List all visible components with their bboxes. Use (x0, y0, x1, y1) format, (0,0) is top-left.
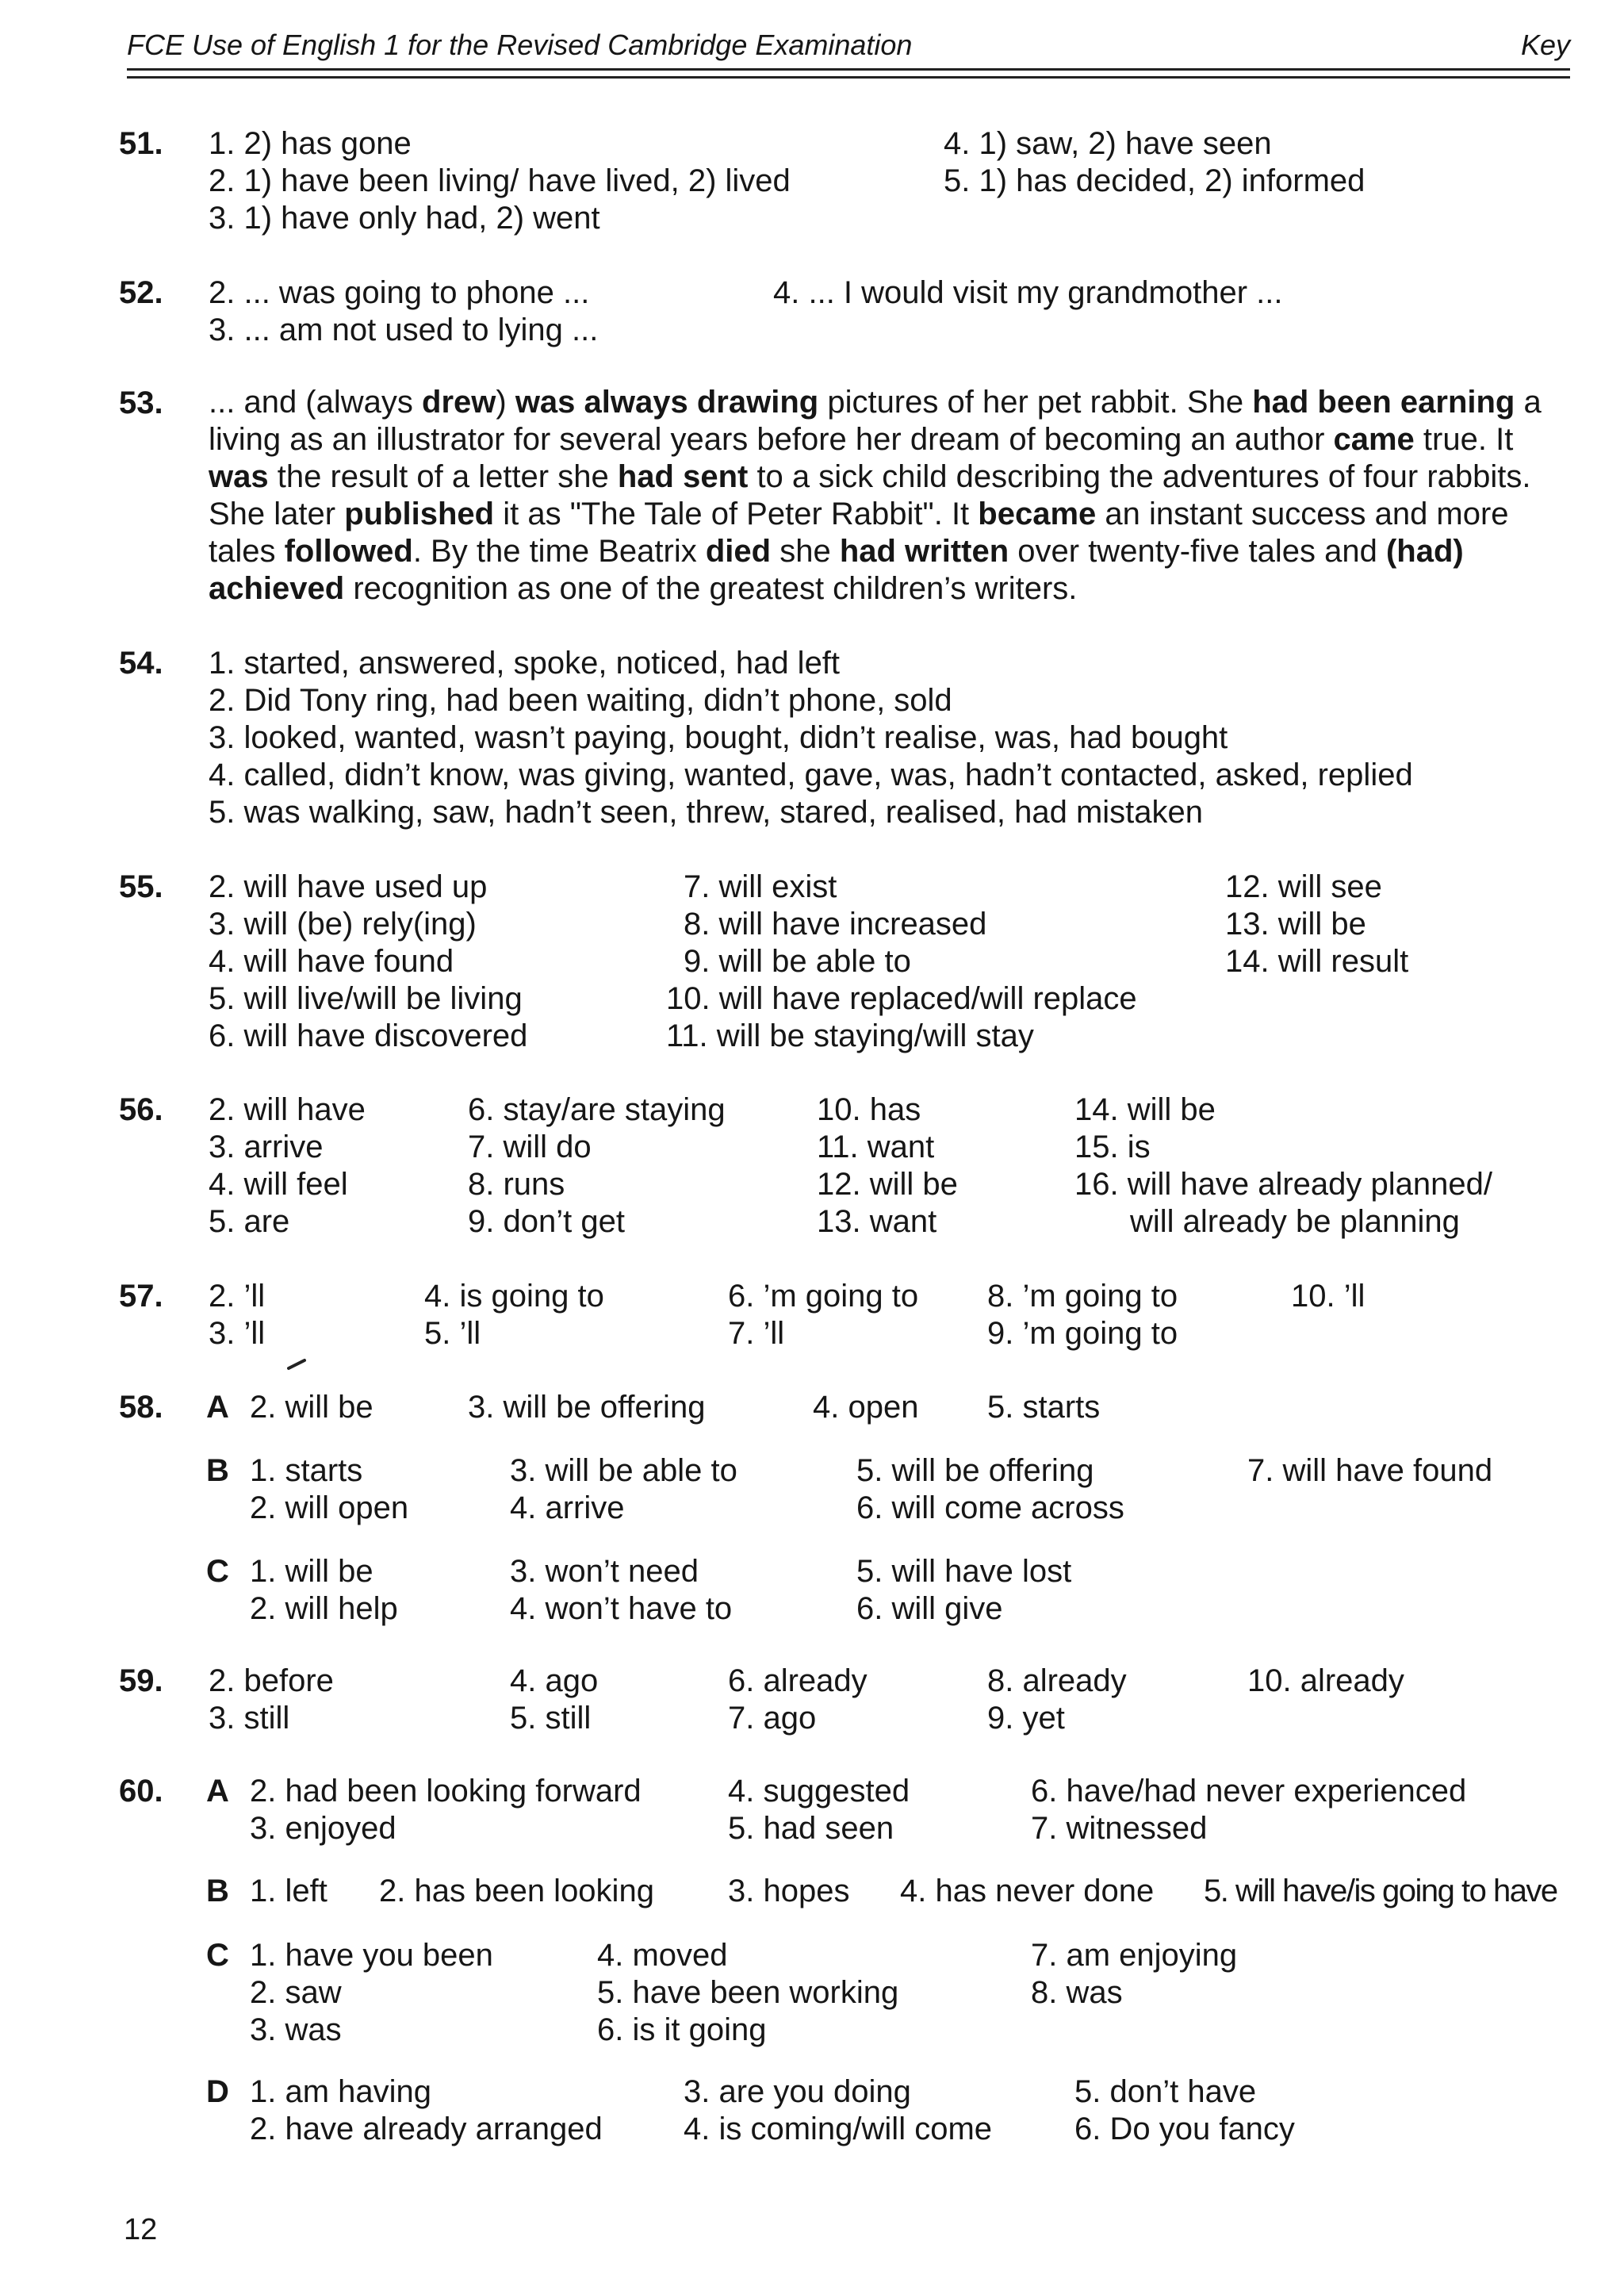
answer-line: 2. will have (209, 1092, 366, 1127)
answer-line: 8. runs (468, 1167, 565, 1202)
answer-line: 10. will have replaced/will replace (666, 981, 1137, 1016)
text-segment: the result of a letter she (268, 459, 618, 494)
answer-line: 5. don’t have (1074, 2074, 1257, 2109)
answer-line: 3. still (209, 1701, 290, 1736)
answer-line: 8. will have increased (684, 907, 987, 942)
stray-mark-icon (287, 1358, 308, 1371)
bold-answer-segment: (had) achieved (209, 534, 1464, 606)
text-segment: ) (496, 385, 515, 420)
answer-line: 6. will come across (856, 1490, 1124, 1525)
answer-line: 1. have you been (250, 1938, 493, 1973)
answer-line: 7. will exist (684, 869, 837, 904)
answer-line: 2. will be (250, 1390, 373, 1425)
bold-answer-segment: followed (284, 534, 413, 569)
answer-line: 6. have/had never experienced (1031, 1774, 1467, 1809)
answer-line: 4. ... I would visit my grandmother ... (773, 275, 1283, 310)
bold-answer-segment: drew (422, 385, 496, 420)
answer-line: 7. will have found (1247, 1453, 1493, 1488)
header-rule (127, 68, 1570, 71)
answer-line: 12. will see (1225, 869, 1382, 904)
text-segment: she (771, 534, 840, 569)
answer-line: 5. had seen (728, 1811, 894, 1846)
answer-line: 12. will be (817, 1167, 958, 1202)
answer-line: 4. won’t have to (510, 1591, 733, 1626)
answer-line: 3. arrive (209, 1130, 324, 1164)
answer-line: 6. will give (856, 1591, 1003, 1626)
answer-line: 4. has never done (900, 1874, 1155, 1908)
exercise-number-59: 59. (119, 1663, 163, 1698)
text-segment: a living as an illustrator for several years before her dream of becoming an author (209, 385, 1542, 457)
answer-line: 1. am having (250, 2074, 432, 2109)
header-rule-secondary (127, 76, 1570, 79)
running-header-title: FCE Use of English 1 for the Revised Cambridge Examination (127, 29, 913, 61)
exercise-number-58: 58. (119, 1390, 163, 1425)
part-label-c: C (206, 1554, 229, 1589)
running-header-section: Key (1520, 29, 1570, 61)
bold-answer-segment: published (344, 497, 495, 531)
part-label-a: A (206, 1774, 229, 1809)
answer-line: 2. has been looking (379, 1874, 654, 1908)
answer-line: 5. starts (987, 1390, 1101, 1425)
answer-line: 2. saw (250, 1975, 342, 2010)
answer-line: 10. has (817, 1092, 921, 1127)
bold-answer-segment: had written (839, 534, 1009, 569)
part-label-b: B (206, 1874, 229, 1908)
answer-line: 5. will have/is going to have (1204, 1874, 1557, 1908)
answer-line: 2. will open (250, 1490, 409, 1525)
answer-line: 4. is coming/will come (684, 2112, 993, 2146)
answer-line: 1. starts (250, 1453, 363, 1488)
answer-line: 3. will (be) rely(ing) (209, 907, 477, 942)
answer-line: 2. before (209, 1663, 334, 1698)
part-label-a: A (206, 1390, 229, 1425)
answer-line: 7. ago (728, 1701, 817, 1736)
answer-line: 4. will feel (209, 1167, 348, 1202)
answer-line: 5. still (510, 1701, 592, 1736)
answer-line: 4. will have found (209, 944, 454, 979)
answer-line: 7. witnessed (1031, 1811, 1208, 1846)
answer-line: 7. am enjoying (1031, 1938, 1238, 1973)
answer-line: 6. is it going (597, 2012, 767, 2047)
answer-line: 4. suggested (728, 1774, 910, 1809)
answer-line: 3. ’ll (209, 1316, 266, 1351)
text-segment: true. It (1414, 422, 1514, 457)
text-segment: . By the time Beatrix (412, 534, 706, 569)
exercise-number-55: 55. (119, 869, 163, 904)
answer-line: 1. left (250, 1874, 327, 1908)
answer-line: 3. was (250, 2012, 342, 2047)
answer-line: 7. ’ll (728, 1316, 785, 1351)
answer-line: 1. started, answered, spoke, noticed, had left (209, 646, 841, 681)
answer-line: 13. will be (1225, 907, 1366, 942)
answer-line: 5. will be offering (856, 1453, 1094, 1488)
bold-answer-segment: had sent (617, 459, 749, 494)
answer-line: 8. was (1031, 1975, 1123, 2010)
answer-line: 15. is (1074, 1130, 1151, 1164)
answer-line: 6. Do you fancy (1074, 2112, 1295, 2146)
answer-line: 3. ... am not used to lying ... (209, 313, 599, 347)
answer-line: 5. will have lost (856, 1554, 1072, 1589)
answer-line: 9. will be able to (684, 944, 911, 979)
answer-line: 5. 1) has decided, 2) informed (944, 163, 1365, 198)
answer-line: 6. ’m going to (728, 1279, 919, 1314)
answer-line: 2. will have used up (209, 869, 488, 904)
answer-line: 4. ago (510, 1663, 599, 1698)
answer-paragraph-53 (209, 384, 1572, 608)
answer-line: 1. 2) has gone (209, 126, 412, 161)
answer-line: 6. stay/are staying (468, 1092, 726, 1127)
answer-line: 11. want (817, 1130, 935, 1164)
answer-line: 3. looked, wanted, wasn’t paying, bought, didn’t realise, was, had bought (209, 720, 1228, 755)
answer-line: 9. yet (987, 1701, 1065, 1736)
answer-line: 3. enjoyed (250, 1811, 396, 1846)
text-segment: ... and (always (209, 385, 423, 420)
part-label-d: D (206, 2074, 229, 2109)
text-segment: it as "The Tale of Peter Rabbit". It (494, 497, 979, 531)
answer-line: 1. will be (250, 1554, 373, 1589)
answer-line: 2. ... was going to phone ... (209, 275, 590, 310)
answer-line: 10. already (1247, 1663, 1404, 1698)
answer-line: 2. had been looking forward (250, 1774, 642, 1809)
answer-line: 4. open (813, 1390, 919, 1425)
bold-answer-segment: died (705, 534, 772, 569)
text-segment: to a sick child describing the adventures of four rabbits. She later (209, 459, 1531, 531)
answer-line: 2. Did Tony ring, had been waiting, didn’t phone, sold (209, 683, 952, 718)
answer-line: 5. was walking, saw, hadn’t seen, threw, stared, realised, had mistaken (209, 795, 1204, 830)
answer-line: 5. ’ll (424, 1316, 481, 1351)
answer-line: 8. ’m going to (987, 1279, 1178, 1314)
answer-line: 8. already (987, 1663, 1127, 1698)
answer-line: 14. will result (1225, 944, 1409, 979)
exercise-number-51: 51. (119, 126, 163, 161)
answer-line: 3. 1) have only had, 2) went (209, 201, 600, 236)
answer-line: 9. ’m going to (987, 1316, 1178, 1351)
exercise-number-56: 56. (119, 1092, 163, 1127)
answer-line: 2. will help (250, 1591, 398, 1626)
answer-line: 16. will have already planned/ (1074, 1167, 1493, 1202)
answer-line: 13. want (817, 1204, 937, 1239)
answer-line: 4. 1) saw, 2) have seen (944, 126, 1272, 161)
answer-line: 4. moved (597, 1938, 728, 1973)
exercise-number-57: 57. (119, 1279, 163, 1314)
answer-line: 2. 1) have been living/ have lived, 2) lived (209, 163, 791, 198)
answer-line: 9. don’t get (468, 1204, 625, 1239)
answer-line: 7. will do (468, 1130, 592, 1164)
text-segment: an instant success and more tales (209, 497, 1509, 569)
answer-line: 3. are you doing (684, 2074, 911, 2109)
bold-answer-segment: was always drawing (515, 385, 819, 420)
answer-line: 6. will have discovered (209, 1018, 528, 1053)
answer-line: 14. will be (1074, 1092, 1216, 1127)
answer-line: 11. will be staying/will stay (666, 1018, 1034, 1053)
answer-line: 3. hopes (728, 1874, 850, 1908)
bold-answer-segment: was (209, 459, 269, 494)
text-segment: pictures of her pet rabbit. She (818, 385, 1253, 420)
exercise-number-54: 54. (119, 646, 163, 681)
exercise-number-52: 52. (119, 275, 163, 310)
answer-line: 5. will live/will be living (209, 981, 523, 1016)
answer-line: 5. are (209, 1204, 290, 1239)
bold-answer-segment: had been earning (1252, 385, 1515, 420)
answer-line: 4. is going to (424, 1279, 604, 1314)
exercise-number-60: 60. (119, 1774, 163, 1809)
page-number: 12 (124, 2213, 158, 2246)
part-label-b: B (206, 1453, 229, 1488)
answer-line: 10. ’ll (1291, 1279, 1365, 1314)
bold-answer-segment: became (978, 497, 1097, 531)
answer-line: 6. already (728, 1663, 868, 1698)
answer-line: 5. have been working (597, 1975, 899, 2010)
text-segment: recognition as one of the greatest children’s writers. (344, 571, 1078, 606)
answer-line: 2. ’ll (209, 1279, 266, 1314)
answer-line: 4. called, didn’t know, was giving, wanted, gave, was, hadn’t contacted, asked, replied (209, 758, 1413, 792)
answer-line: 3. will be offering (468, 1390, 706, 1425)
answer-line: 2. have already arranged (250, 2112, 603, 2146)
answer-line: 4. arrive (510, 1490, 625, 1525)
answer-line: 3. will be able to (510, 1453, 737, 1488)
answer-line: will already be planning (1130, 1204, 1460, 1239)
bold-answer-segment: came (1333, 422, 1415, 457)
part-label-c: C (206, 1938, 229, 1973)
exercise-number-53: 53. (119, 386, 163, 420)
answer-line: 3. won’t need (510, 1554, 699, 1589)
text-segment: over twenty-five tales and (1009, 534, 1386, 569)
